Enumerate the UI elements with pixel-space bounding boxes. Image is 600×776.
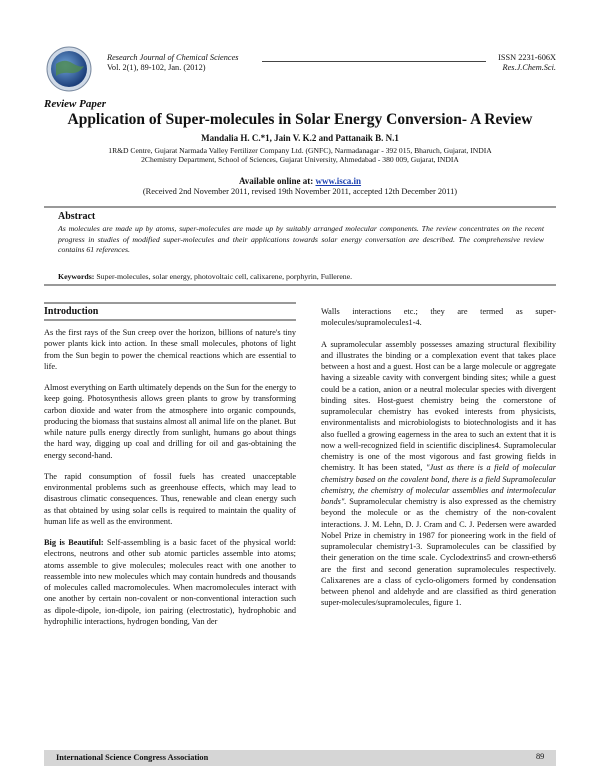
paper-title: Application of Super-molecules in Solar Energy Conversion- A Review	[67, 111, 533, 128]
abstract-heading: Abstract	[58, 211, 96, 222]
right-column	[321, 306, 556, 619]
journal-logo-icon	[46, 46, 92, 92]
intro-paragraph-4-text: Self-assembling is a basic facet of the physical world: electrons, neutrons and other sub atomic particles assemble into atoms; atoms assemble to give molecules; molecules react with one another to reassemble into new molecules which may contain hundreds and thousands of molecules called macromolecules. When macromolecules interact with one another by certain non-covalent or non-conventional interaction such as dipole-dipole, ion-dipole, ion pairing (electrostatic), hydrophobic and hydrophilic interactions, hydrogen bonding, Van der	[44, 538, 296, 626]
page-number: 89	[536, 752, 545, 761]
issn: ISSN 2231-606X	[498, 53, 556, 62]
lehn-quote: "Just as there is a field of molecular chemistry based on the covalent bond, there is a field Supramolecular chemistry, the chemistry of molecular assemblies and intermolecular bonds".	[321, 463, 556, 506]
intro-paragraph-2: Almost everything on Earth ultimately depends on the Sun for the energy to keep going. Photosynthesis allows green plants to grow by transforming carbon dioxide and water from the atmosphere into organic compounds, producing the biomass that sustains almost all animal life on the planet. But while nature pulls energy directly from sunlight, humans go about things the hard way, digging up coal and drilling for oil and gas-obtaining the energy second-hand.	[44, 383, 296, 460]
volume-info: Vol. 2(1), 89-102, Jan. (2012)	[107, 63, 206, 72]
intro-paragraph-4	[44, 537, 296, 627]
intro-paragraph-1: As the first rays of the Sun creep over the horizon, billions of nature's tiny power plants kick into action. In these small molecules, photons of light from the Sun begin to power the chemical reactions which are essential to life.	[44, 328, 296, 371]
right-paragraph-2	[321, 339, 556, 609]
authors: Mandalia H. C.*1, Jain V. K.2 and Pattanaik B. N.1	[201, 133, 399, 143]
abstract-text: As molecules are made up by atoms, super-molecules are made up by suitably arranged molecular components. The review concentrates on the recent progress in studies of modified super-molecules and their applications towards solar energy conversation are described. The comprehensive review contains 61 references.	[58, 224, 544, 254]
affiliation-2: 2Chemistry Department, School of Sciences, Gujarat University, Ahmedabad - 380 009, Gujarat, INDIA	[141, 155, 459, 164]
intro-paragraph-3: The rapid consumption of fossil fuels has created unacceptable environmental problems such as greenhouse effects, which may lead to disastrous climatic consequences. Thus, renewable and clean energy such as that obtained by using solar cells is required to maintain the quality of human life as well as the environment.	[44, 471, 296, 526]
journal-link[interactable]: www.isca.in	[315, 176, 362, 186]
journal-name: Research Journal of Chemical Sciences	[107, 53, 239, 62]
affiliation-1: 1R&D Centre, Gujarat Narmada Valley Fertilizer Company Ltd. (GNFC), Narmadanagar - 392 015, Bharuch, Gujarat, INDIA	[108, 146, 492, 155]
paper-type: Review Paper	[44, 98, 107, 110]
footer-association: International Science Congress Association	[56, 753, 209, 762]
right-paragraph-2b: Supramolecular chemistry is also expressed as the chemistry beyond the molecule or as the chemistry of the non-covalent interactions. J. M. Lehn, D. J. Cram and C. J. Pedersen were awarded Nobel Prize in chemistry in 1987 for pioneering work in the field of supramolecular chemistry1-3. Supramolecules can be classified by their generation on the time scale. Cyclodextrins5 and crown-ethers6 are the first and second generation supramolecules respectively. Calixarenes are a class of cyclo-oligomers formed by condensation between phenol and aldehyde and are classified as third generation super-molecules/supramolecules, figure 1.	[321, 497, 556, 608]
online-label: Available online at:	[238, 176, 314, 186]
keywords-label: Keywords:	[58, 272, 95, 281]
right-paragraph-1: Walls interactions etc.; they are termed as super-molecules/supramolecules1-4.	[321, 307, 556, 328]
big-is-beautiful-label: Big is Beautiful:	[44, 538, 104, 547]
online-availability	[0, 176, 600, 186]
left-column	[44, 327, 296, 637]
keywords-list: Super-molecules, solar energy, photovoltaic cell, calixarene, porphyrin, Fullerene.	[96, 272, 353, 281]
header-rule	[262, 61, 486, 62]
right-paragraph-2a: A supramolecular assembly possesses amazing structural flexibility and illustrates the binding or a complexation event that takes place between a host and a guest. Host can be a large molecule or aggregate having a sizeable cavity with convergent binding sites; while a guest could be a cation, anion or a neutral molecular species with divergent binding sites. Host-guest chemistry being the cornerstone of supramolecular chemistry has evoked interests from physicists, environmentalists and microbiologists to biotechnologists and it has also fuelled a growing eagerness in the area to such an extent that it is now a well-recognized field in scientific disciplines4. Supramolecular chemistry is one of the most vigorous and fast growing fields in chemistry. It has been stated,	[321, 339, 556, 473]
intro-heading: Introduction	[44, 306, 99, 317]
received-dates: (Received 2nd November 2011, revised 19th November 2011, accepted 12th December 2011)	[142, 187, 458, 196]
keywords	[58, 272, 544, 281]
journal-abbreviation: Res.J.Chem.Sci.	[502, 63, 556, 72]
